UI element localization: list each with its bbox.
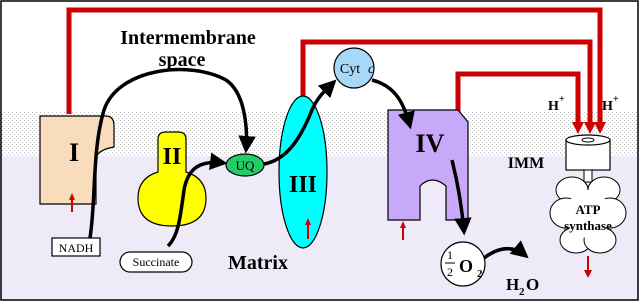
oxygen-circle	[441, 242, 485, 286]
cyt-label: Cyt	[339, 62, 361, 77]
complex-I-label: I	[68, 138, 80, 167]
h2o-subscript: 2	[519, 286, 525, 298]
h-plus-right: H	[602, 99, 613, 114]
h-plus-left: H	[548, 99, 559, 114]
intermembrane-label-1: Intermembrane	[120, 27, 256, 49]
half-denominator: 2	[447, 265, 453, 279]
atp-synthase-label-1: ATP	[575, 202, 601, 217]
succinate-label: Succinate	[132, 255, 180, 269]
cyt-suffix: c	[368, 62, 375, 77]
complex-IV-label: IV	[415, 129, 445, 158]
h2o-h: H	[506, 275, 520, 294]
complex-II-label: II	[162, 144, 182, 170]
cytochrome-c	[334, 48, 375, 88]
atp-synthase-label-2: synthase	[564, 218, 612, 233]
h2o-o: O	[526, 275, 540, 294]
nadh-box	[52, 238, 100, 256]
succinate-pill	[120, 252, 192, 272]
imm-label: IMM	[507, 155, 545, 172]
complex-III	[279, 96, 327, 248]
h-plus-right-sup: +	[613, 94, 619, 105]
complex-III-label: III	[288, 172, 318, 198]
h-plus-left-sup: +	[559, 94, 565, 105]
ubiquinone-carrier	[226, 154, 264, 176]
uq-label: UQ	[235, 158, 255, 173]
half-numerator: 1	[447, 248, 453, 262]
o2-subscript: 2	[477, 268, 483, 280]
matrix-label: Matrix	[228, 252, 288, 274]
nadh-label: NADH	[58, 241, 94, 255]
o2-label: O	[458, 256, 474, 276]
intermembrane-label-2: space	[158, 49, 206, 71]
